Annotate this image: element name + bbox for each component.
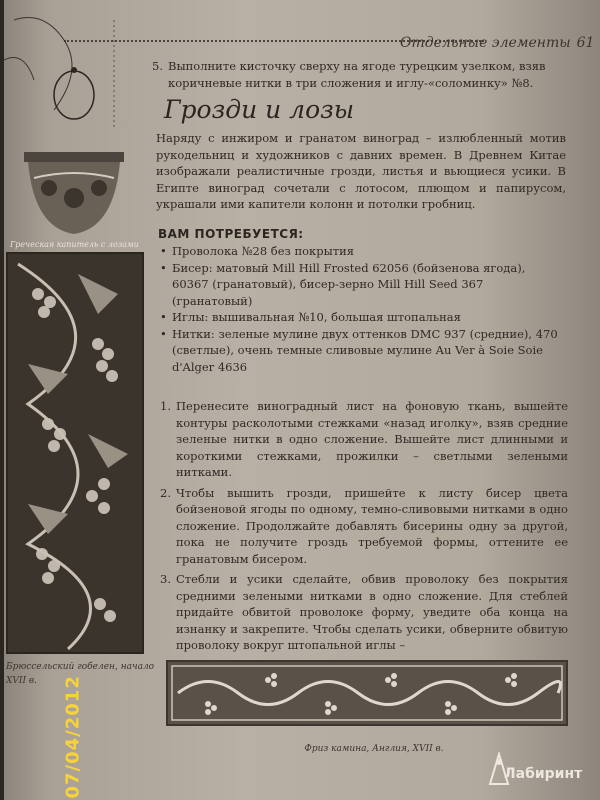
materials-item: • Нитки: зеленые мулине двух оттенков DMC 937 (средние), 470 (светлые), очень темные сливовые мулине Au Ver à Soie Soie d'Alger 4636 bbox=[158, 326, 562, 376]
photo-date-text: 07/04/2012 bbox=[62, 675, 84, 799]
section-intro: Наряду с инжиром и гранатом виноград – излюбленный мотив рукодельниц и художников с давних времен. В Древнем Китае изображали реалистичные грозди, листья и вьющиеся усики. В Египте виноград сочетали с лотосом, плющом и папирусом, украшали ими капители колонн и потолки гробниц. bbox=[156, 131, 566, 211]
materials-title: ВАМ ПОТРЕБУЕТСЯ: bbox=[158, 227, 304, 241]
materials-item: • Проволока №28 без покрытия bbox=[158, 243, 562, 260]
page-number: 61 bbox=[576, 35, 595, 51]
berry-sketch-illustration bbox=[4, 0, 144, 140]
step-5-text: Выполните кисточку сверху на ягоде турецким узелком, взяв коричневые нитки в три сложения и иглу-«соломинку» №8. bbox=[168, 59, 546, 90]
watermark bbox=[488, 752, 598, 792]
step-item bbox=[160, 571, 568, 654]
materials-list bbox=[158, 243, 562, 375]
running-title: Отдельные элементы bbox=[400, 35, 571, 51]
section-title: Грозди и лозы bbox=[164, 95, 355, 124]
step-number: 2. bbox=[160, 485, 171, 500]
step-text: Перенесите виноградный лист на фоновую ткань, вышейте контуры расколотыми стежками «назад иголку», взяв средние зеленые нитки в одно сложение. Вышейте лист длинными и короткими стежками, прожилки – светлыми зелеными нитками. bbox=[176, 399, 568, 479]
running-head bbox=[400, 35, 595, 51]
frieze-illustration bbox=[166, 660, 568, 726]
watermark-text: Лабиринт bbox=[504, 766, 583, 782]
tapestry-illustration bbox=[6, 252, 144, 654]
step-number: 3. bbox=[160, 572, 171, 586]
step-number: 1. bbox=[160, 399, 171, 413]
photo-date-stamp bbox=[58, 628, 84, 799]
step-text: Чтобы вышить грозди, пришейте к листу бисер цвета бойзеновой ягоды по одному, темно-сливовыми нитками в одно сложение. Продолжайте добавлять бисерины одну за другой, пока не получите гроздь требуемой формы, оттените ее гранатовым бисером. bbox=[176, 485, 568, 566]
steps-list bbox=[160, 398, 568, 658]
vase-caption: Греческая капитель с лозами bbox=[10, 240, 139, 249]
grape-capital-illustration bbox=[4, 148, 144, 240]
step-5-number: 5. bbox=[152, 59, 163, 73]
step-5 bbox=[152, 58, 568, 91]
tapestry-caption: Брюссельский гобелен, начало XVII в. bbox=[6, 662, 155, 686]
materials-item: • Иглы: вышивальная №10, большая штопальная bbox=[158, 309, 562, 326]
step-text: Стебли и усики сделайте, обвив проволоку без покрытия средними зелеными нитками в одно сложение. Для стеблей придайте обвитой проволоке форму, уведите оба конца на изнанку и закрепите. Чтобы сделать усики, обверните обвитую проволоку вокруг штопальной иглы – bbox=[176, 572, 568, 652]
frieze-caption: Фриз камина, Англия, XVII в. bbox=[304, 744, 444, 754]
step-item bbox=[160, 398, 568, 481]
step-item bbox=[160, 485, 568, 568]
book-page bbox=[4, 0, 600, 800]
materials-item: • Бисер: матовый Mill Hill Frosted 62056 (бойзенова ягода), 60367 (гранатовый), бисер-зерно Mill Hill Seed 367 (гранатовый) bbox=[158, 260, 562, 310]
